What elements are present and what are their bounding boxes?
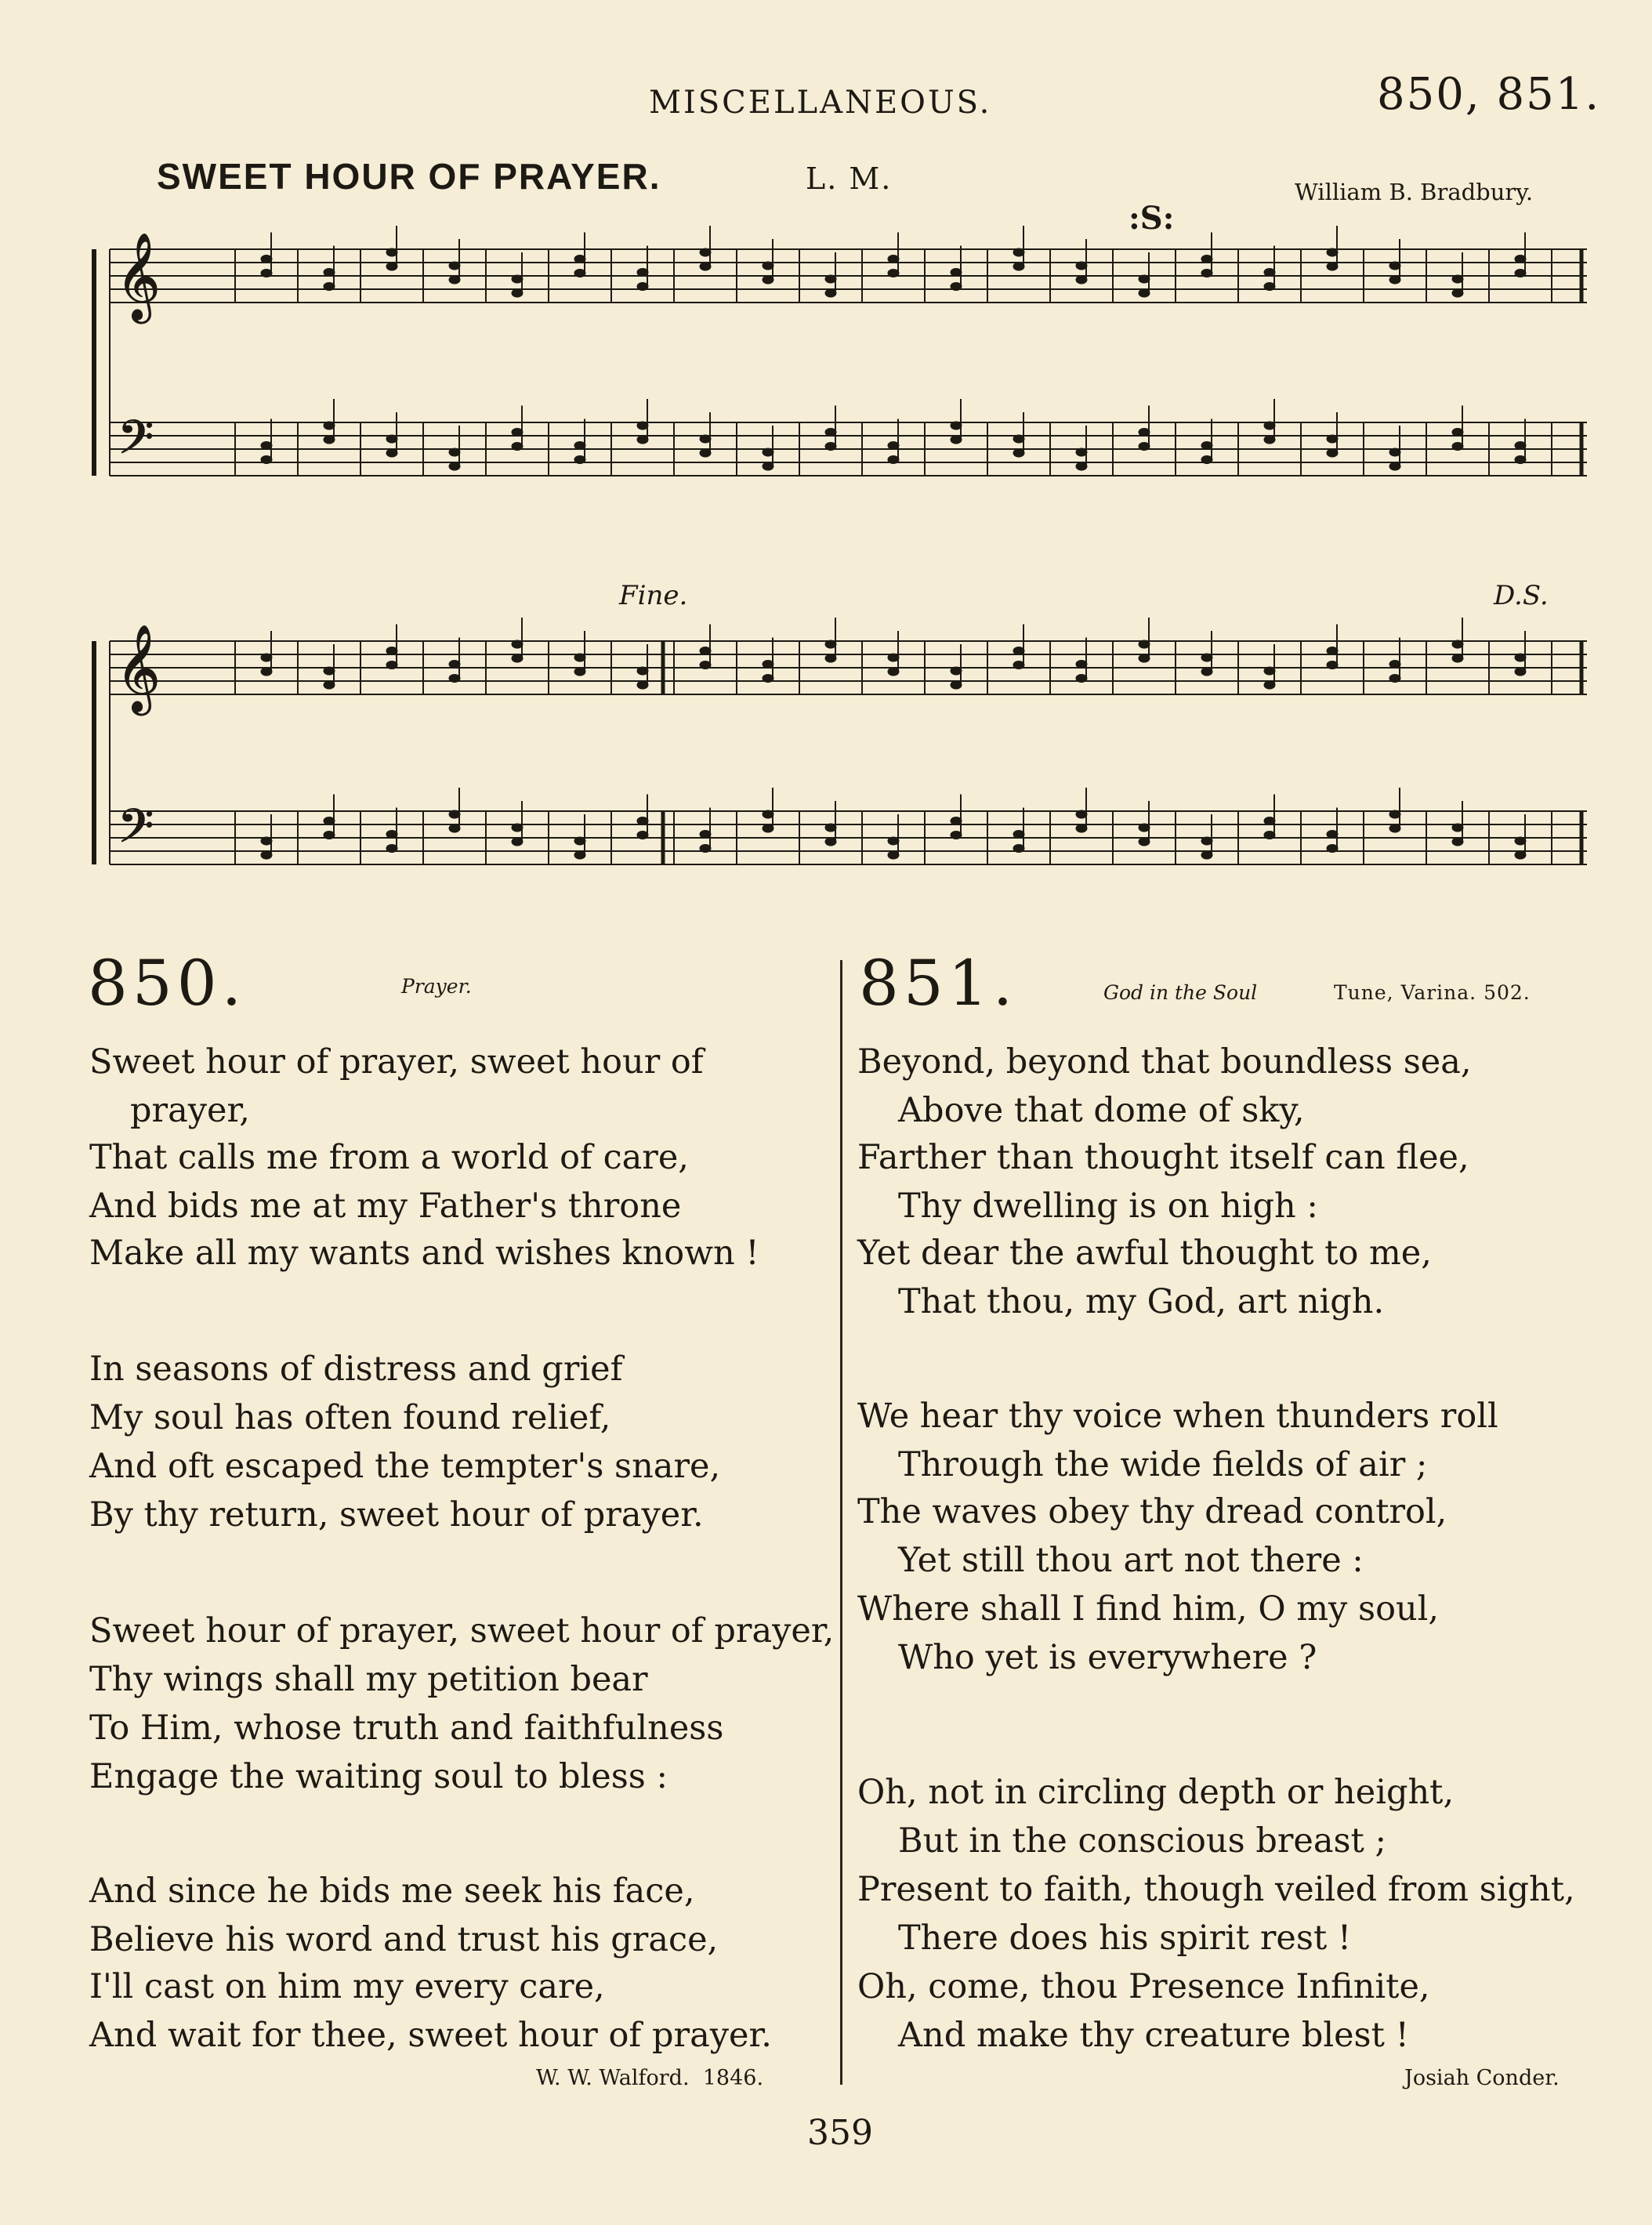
verse-line: Sweet hour of prayer, sweet hour of [89, 1042, 704, 1082]
note-head [1076, 462, 1087, 470]
note-head [512, 654, 523, 662]
note-head [1139, 443, 1150, 451]
note-head [261, 255, 272, 263]
verse-line: Sweet hour of prayer, sweet hour of prayer, [89, 1611, 835, 1651]
verse-line: Yet still thou art not there : [898, 1541, 1364, 1580]
fine-mark: Fine. [619, 580, 688, 611]
note-head [1327, 449, 1338, 457]
verse-line: Present to faith, though veiled from sight, [857, 1870, 1575, 1909]
note-head [324, 667, 335, 675]
treble-clef: 𝄞 [116, 232, 161, 320]
note-head [700, 647, 711, 655]
composer: William B. Bradbury. [1295, 179, 1534, 205]
note-head [700, 435, 711, 443]
note-head [1389, 448, 1400, 456]
note-head [763, 824, 773, 832]
note-head [888, 255, 899, 263]
verse-line: Believe his word and trust his grace, [89, 1920, 719, 1959]
note-head [1389, 675, 1400, 683]
note-head [1264, 832, 1275, 839]
note-head [1013, 831, 1024, 839]
note-head [574, 270, 585, 277]
note-head [1389, 462, 1400, 470]
note-head [1452, 289, 1463, 297]
note-head [1264, 422, 1275, 429]
note-head [574, 654, 585, 661]
note-head [386, 845, 397, 853]
verse-line: There does his spirit rest ! [898, 1919, 1352, 1958]
note-head [324, 283, 335, 291]
note-head [1389, 661, 1400, 669]
note-head [1327, 248, 1338, 256]
note-head [574, 442, 585, 450]
note-head [261, 270, 272, 277]
note-head [951, 269, 962, 277]
note-head [1515, 270, 1526, 277]
note-head [1013, 845, 1024, 853]
verse-line: Beyond, beyond that boundless sea, [857, 1042, 1472, 1082]
note-head [1201, 270, 1212, 277]
note-head [1201, 255, 1212, 263]
hymn-850-subtitle: Prayer. [401, 975, 472, 998]
note-head [951, 436, 962, 444]
music-score [0, 0, 1652, 901]
note-head [637, 269, 648, 277]
note-head [763, 462, 773, 470]
note-head [1139, 824, 1150, 832]
note-head [1013, 449, 1024, 457]
note-head [1389, 276, 1400, 284]
verse-line: We hear thy voice when thunders roll [857, 1397, 1498, 1436]
note-head [574, 255, 585, 263]
verse-line: Engage the waiting soul to bless : [89, 1757, 668, 1796]
note-head [825, 429, 836, 437]
note-head [1515, 837, 1526, 845]
note-head [324, 422, 335, 429]
note-head [1264, 681, 1275, 689]
note-head [449, 262, 460, 270]
note-head [449, 462, 460, 470]
tune-meter: L. M. [806, 161, 893, 196]
note-head [637, 422, 648, 429]
note-head [1139, 289, 1150, 297]
note-head [1452, 838, 1463, 846]
note-head [637, 817, 648, 825]
note-head [1389, 810, 1400, 818]
note-head [951, 832, 962, 839]
note-head [1515, 668, 1526, 676]
note-head [700, 449, 711, 457]
note-head [1264, 283, 1275, 291]
note-head [512, 289, 523, 297]
note-head [1076, 448, 1087, 456]
note-head [449, 675, 460, 683]
note-head [1201, 668, 1212, 676]
note-head [888, 442, 899, 450]
note-head [825, 838, 836, 846]
verse-line: Oh, come, thou Presence Infinite, [857, 1967, 1430, 2006]
note-head [1327, 845, 1338, 853]
note-head [700, 845, 711, 853]
hymn-851-number: 851. [859, 947, 1018, 1020]
hymn-851-subtitle: God in the Soul [1103, 981, 1258, 1004]
note-head [951, 667, 962, 675]
note-head [763, 661, 773, 669]
note-head [1452, 824, 1463, 832]
note-head [1264, 667, 1275, 675]
note-head [1327, 263, 1338, 270]
segno-mark: :S: [1129, 200, 1175, 237]
note-head [386, 661, 397, 669]
note-head [1327, 831, 1338, 839]
running-head: MISCELLANEOUS. [649, 85, 992, 121]
note-head [1452, 443, 1463, 451]
verse-line: Where shall I find him, O my soul, [857, 1589, 1440, 1629]
verse-line: Oh, not in circling depth or height, [857, 1773, 1455, 1812]
note-head [1139, 429, 1150, 437]
treble-clef: 𝄞 [116, 624, 161, 712]
note-head [700, 831, 711, 839]
note-head [1264, 269, 1275, 277]
note-head [386, 647, 397, 655]
verse-line: Above that dome of sky, [898, 1091, 1305, 1130]
verse-line: I'll cast on him my every care, [89, 1967, 605, 2006]
note-head [324, 681, 335, 689]
folio: 359 [807, 2113, 873, 2153]
note-head [512, 838, 523, 846]
note-head [574, 837, 585, 845]
note-head [825, 443, 836, 451]
note-head [324, 269, 335, 277]
verse-line: Farther than thought itself can flee, [857, 1138, 1469, 1177]
verse-line: By thy return, sweet hour of prayer. [89, 1495, 704, 1535]
note-head [261, 442, 272, 450]
verse-line: Make all my wants and wishes known ! [89, 1234, 759, 1273]
note-head [1201, 654, 1212, 661]
note-head [888, 668, 899, 676]
note-head [261, 456, 272, 464]
bass-clef: 𝄢 [118, 799, 154, 864]
note-head [763, 675, 773, 683]
note-head [637, 667, 648, 675]
verse-line: Thy wings shall my petition bear [89, 1660, 648, 1699]
note-head [951, 422, 962, 429]
bass-clef: 𝄢 [118, 410, 154, 476]
note-head [888, 837, 899, 845]
note-head [637, 681, 648, 689]
note-head [1389, 262, 1400, 270]
note-head [1139, 275, 1150, 283]
verse-line: And oft escaped the tempter's snare, [89, 1447, 721, 1486]
note-head [261, 851, 272, 859]
note-head [574, 668, 585, 676]
verse-line: And make thy creature blest ! [898, 2016, 1409, 2055]
note-head [888, 654, 899, 661]
note-head [1201, 837, 1212, 845]
note-head [1452, 640, 1463, 648]
note-head [700, 248, 711, 256]
note-head [1013, 435, 1024, 443]
note-head [1013, 248, 1024, 256]
verse-line: And wait for thee, sweet hour of prayer. [89, 2016, 772, 2055]
note-head [637, 832, 648, 839]
note-head [386, 449, 397, 457]
note-head [1327, 435, 1338, 443]
hymn-851-tune: Tune, Varina. 502. [1334, 981, 1531, 1004]
note-head [574, 851, 585, 859]
note-head [1013, 263, 1024, 270]
note-head [700, 661, 711, 669]
verse-line: Yet dear the awful thought to me, [857, 1234, 1432, 1273]
note-head [1515, 255, 1526, 263]
hymn-850-year: 1846. [702, 2066, 764, 2090]
note-head [1389, 824, 1400, 832]
note-head [1264, 817, 1275, 825]
note-head [449, 448, 460, 456]
note-head [637, 436, 648, 444]
note-head [386, 248, 397, 256]
verse-line: Who yet is everywhere ? [898, 1638, 1317, 1677]
note-head [888, 456, 899, 464]
note-head [825, 640, 836, 648]
note-head [1201, 851, 1212, 859]
hymn-850-author-name: W. W. Walford. [536, 2066, 690, 2090]
note-head [512, 824, 523, 832]
note-head [1327, 661, 1338, 669]
note-head [1013, 647, 1024, 655]
note-head [1076, 661, 1087, 669]
note-head [951, 283, 962, 291]
verse-line: Through the wide fields of air ; [898, 1445, 1428, 1484]
note-head [449, 810, 460, 818]
note-head [763, 276, 773, 284]
note-head [1452, 654, 1463, 662]
verse-line: Thy dwelling is on high : [898, 1187, 1318, 1226]
verse-line: In seasons of distress and grief [89, 1350, 623, 1389]
note-head [1264, 436, 1275, 444]
column-divider [840, 960, 842, 2085]
note-head [700, 263, 711, 270]
note-head [324, 817, 335, 825]
verse-line: prayer, [130, 1091, 250, 1130]
ds-mark: D.S. [1494, 580, 1549, 611]
note-head [825, 275, 836, 283]
note-head [512, 640, 523, 648]
note-head [1139, 640, 1150, 648]
note-head [1201, 456, 1212, 464]
verse-line: The waves obey thy dread control, [857, 1492, 1447, 1531]
page-numbers: 850, 851. [1377, 69, 1601, 120]
note-head [1515, 456, 1526, 464]
note-head [825, 289, 836, 297]
note-head [386, 435, 397, 443]
verse-line: And bids me at my Father's throne [89, 1187, 682, 1226]
note-head [1076, 276, 1087, 284]
note-head [888, 851, 899, 859]
note-head [825, 654, 836, 662]
note-head [449, 824, 460, 832]
verse-line: And since he bids me seek his face, [89, 1872, 695, 1911]
note-head [512, 429, 523, 437]
verse-line: That thou, my God, art nigh. [898, 1282, 1385, 1321]
note-head [1201, 442, 1212, 450]
note-head [1076, 675, 1087, 683]
note-head [888, 270, 899, 277]
note-head [637, 283, 648, 291]
hymn-850-number: 850. [88, 947, 247, 1020]
note-head [1076, 810, 1087, 818]
note-head [825, 824, 836, 832]
note-head [512, 443, 523, 451]
note-head [1013, 661, 1024, 669]
note-head [1076, 824, 1087, 832]
note-head [951, 681, 962, 689]
note-head [261, 654, 272, 661]
note-head [1515, 851, 1526, 859]
note-head [386, 263, 397, 270]
note-head [574, 456, 585, 464]
note-head [512, 275, 523, 283]
note-head [1515, 654, 1526, 661]
note-head [324, 832, 335, 839]
note-head [763, 262, 773, 270]
note-head [1139, 838, 1150, 846]
hymn-850-author [536, 2066, 763, 2090]
note-head [324, 436, 335, 444]
note-head [449, 276, 460, 284]
note-head [1327, 647, 1338, 655]
note-head [763, 810, 773, 818]
note-head [951, 817, 962, 825]
note-head [1076, 262, 1087, 270]
verse-line: To Him, whose truth and faithfulness [89, 1709, 724, 1748]
verse-line: My soul has often found relief, [89, 1398, 611, 1437]
tune-title: SWEET HOUR OF PRAYER. [157, 156, 661, 197]
verse-line: That calls me from a world of care, [89, 1138, 689, 1177]
note-head [1139, 654, 1150, 662]
note-head [449, 661, 460, 669]
hymn-851-author: Josiah Conder. [1404, 2066, 1560, 2090]
note-head [1515, 442, 1526, 450]
note-head [261, 837, 272, 845]
note-head [1452, 275, 1463, 283]
note-head [386, 831, 397, 839]
note-head [1452, 429, 1463, 437]
note-head [763, 448, 773, 456]
note-head [261, 668, 272, 676]
verse-line: But in the conscious breast ; [898, 1821, 1386, 1861]
